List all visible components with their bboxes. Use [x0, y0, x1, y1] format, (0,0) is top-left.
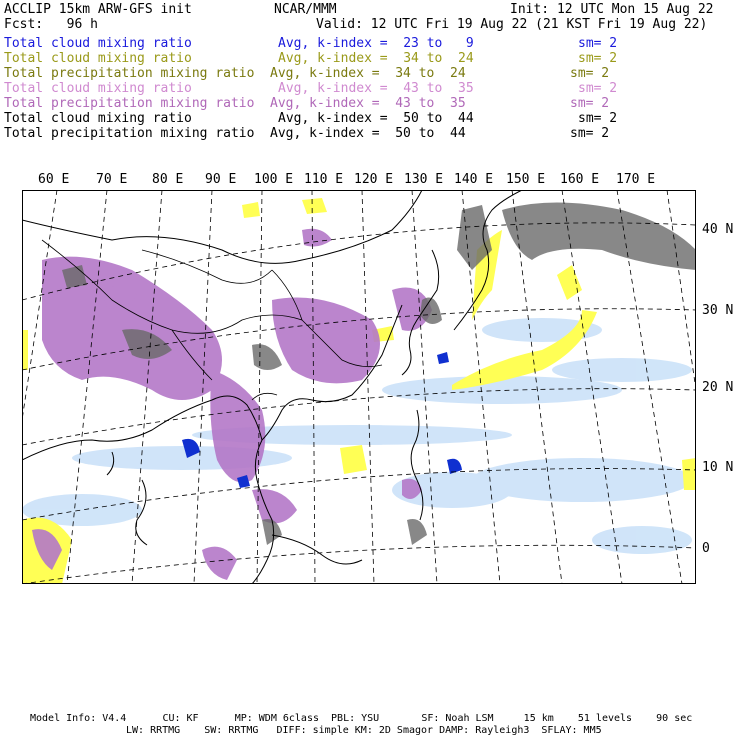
lon-label: 160 E — [560, 172, 600, 187]
lat-label: 40 N — [702, 222, 734, 237]
model-info-line2: LW: RRTMG SW: RRTMG DIFF: simple KM: 2D Smagor DAMP: Rayleigh3 SFLAY: MM5 — [126, 725, 602, 736]
field-name: Total cloud mixing ratio — [4, 51, 192, 66]
lon-label: 150 E — [506, 172, 546, 187]
lon-label: 60 E — [38, 172, 70, 187]
lon-label: 90 E — [205, 172, 237, 187]
field-smooth: sm= 2 — [570, 66, 610, 81]
field-name: Total cloud mixing ratio — [4, 81, 192, 96]
forecast-hour: Fcst: 96 h — [4, 17, 98, 32]
field-name: Total precipitation mixing ratio — [4, 126, 255, 141]
plot-title: ACCLIP 15km ARW-GFS init — [4, 2, 192, 17]
lon-label: 170 E — [616, 172, 656, 187]
field-smooth: sm= 2 — [578, 36, 618, 51]
lat-label: 20 N — [702, 380, 734, 395]
field-name: Total cloud mixing ratio — [4, 36, 192, 51]
field-avg: Avg, k-index = 34 to 24 — [278, 51, 474, 66]
field-smooth: sm= 2 — [578, 111, 618, 126]
lon-label: 80 E — [152, 172, 184, 187]
org-label: NCAR/MMM — [274, 2, 337, 17]
lat-label: 30 N — [702, 303, 734, 318]
lat-label: 10 N — [702, 460, 734, 475]
lat-label: 0 — [702, 541, 710, 556]
field-name: Total cloud mixing ratio — [4, 111, 192, 126]
field-avg: Avg, k-index = 23 to 9 — [278, 36, 474, 51]
field-avg: Avg, k-index = 50 to 44 — [278, 111, 474, 126]
field-name: Total precipitation mixing ratio — [4, 96, 255, 111]
field-smooth: sm= 2 — [578, 81, 618, 96]
lon-label: 110 E — [304, 172, 344, 187]
forecast-map — [22, 190, 696, 584]
field-smooth: sm= 2 — [570, 96, 610, 111]
field-smooth: sm= 2 — [578, 51, 618, 66]
lon-label: 140 E — [454, 172, 494, 187]
field-name: Total precipitation mixing ratio — [4, 66, 255, 81]
lon-label: 70 E — [96, 172, 128, 187]
field-avg: Avg, k-index = 50 to 44 — [270, 126, 466, 141]
lon-label: 100 E — [254, 172, 294, 187]
field-avg: Avg, k-index = 43 to 35 — [270, 96, 466, 111]
field-avg: Avg, k-index = 43 to 35 — [278, 81, 474, 96]
field-smooth: sm= 2 — [570, 126, 610, 141]
lon-label: 120 E — [354, 172, 394, 187]
init-time: Init: 12 UTC Mon 15 Aug 22 — [510, 2, 714, 17]
lon-label: 130 E — [404, 172, 444, 187]
model-info-line1: Model Info: V4.4 CU: KF MP: WDM 6class PBL: YSU SF: Noah LSM 15 km 51 levels 90 sec — [30, 713, 693, 724]
field-avg: Avg, k-index = 34 to 24 — [270, 66, 466, 81]
valid-time: Valid: 12 UTC Fri 19 Aug 22 (21 KST Fri 19 Aug 22) — [316, 17, 708, 32]
